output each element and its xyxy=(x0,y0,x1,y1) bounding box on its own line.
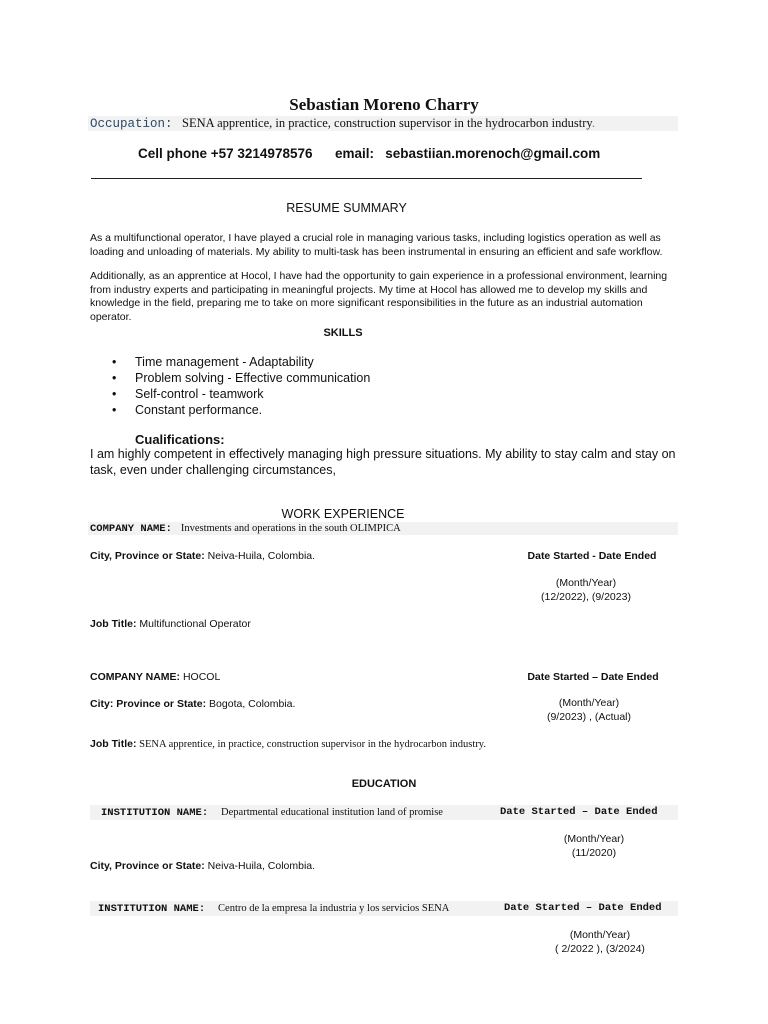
city-label: City: Province or State: xyxy=(90,698,207,710)
job-title-label: Job Title: xyxy=(90,738,137,750)
job1-company-row xyxy=(88,522,678,535)
job2-date-label: Date Started – Date Ended xyxy=(527,671,659,683)
job1-date-label: Date Started - Date Ended xyxy=(527,550,657,562)
edu2-date-format: (Month/Year) xyxy=(569,929,631,941)
occupation-line xyxy=(88,116,678,131)
header-divider xyxy=(91,178,642,179)
qualifications-heading: Cualifications: xyxy=(135,432,225,447)
edu1-date-format: (Month/Year) xyxy=(563,833,625,845)
company-label: COMPANY NAME: xyxy=(90,671,181,683)
city-label: City, Province or State: xyxy=(90,860,205,872)
institution-value: Departmental educational institution land of promise xyxy=(221,807,443,818)
city-value: Neiva-Huila, Colombia. xyxy=(204,860,316,872)
job2-title xyxy=(90,738,486,750)
summary-paragraph-1: As a multifunctional operator, I have played a crucial role in managing various tasks, including logistics operation as well as loading and unloading of materials. My ability to multi-task has been instrumental in ensuring an efficient and safe workflow. xyxy=(90,232,663,258)
job-title-value: Multifunctional Operator xyxy=(136,618,251,630)
skills-list xyxy=(90,354,370,418)
job2-date-format: (Month/Year) xyxy=(558,697,620,709)
edu1-dates: (11/2020) xyxy=(571,847,617,859)
edu2-dates: ( 2/2022 ), (3/2024) xyxy=(555,943,645,955)
skill-item: • Constant performance. xyxy=(90,402,370,418)
edu1-date-label: Date Started – Date Ended xyxy=(500,806,658,818)
job2-company xyxy=(90,671,220,683)
job-title-label: Job Title: xyxy=(90,618,137,630)
job-title-value: SENA apprentice, in practice, construction supervisor in the hydrocarbon industry. xyxy=(136,739,487,750)
occupation-label: Occupation: xyxy=(90,117,173,131)
job1-dates: (12/2022), (9/2023) xyxy=(541,591,631,603)
job1-date-format: (Month/Year) xyxy=(555,577,617,589)
company-value: Investments and operations in the south OLIMPICA xyxy=(180,523,401,534)
skill-item: • Problem solving - Effective communication xyxy=(90,370,370,386)
city-value: Bogota, Colombia. xyxy=(206,698,296,710)
skill-item: • Time management - Adaptability xyxy=(90,354,370,370)
skills-heading: SKILLS xyxy=(323,327,363,339)
company-value: HOCOL xyxy=(180,671,221,683)
job1-city xyxy=(90,550,315,562)
institution-label: INSTITUTION NAME: xyxy=(101,807,209,819)
institution-value: Centro de la empresa la industria y los servicios SENA xyxy=(218,903,450,914)
job2-city xyxy=(90,698,295,710)
city-value: Neiva-Huila, Colombia. xyxy=(204,550,316,562)
edu1-city xyxy=(90,860,315,872)
institution-label: INSTITUTION NAME: xyxy=(98,903,206,915)
candidate-name: Sebastian Moreno Charry xyxy=(289,95,479,114)
qualifications-text: I am highly competent in effectively managing high pressure situations. My ability to stay calm and stay on task, even under challenging circumstances, xyxy=(90,447,676,477)
education-heading: EDUCATION xyxy=(351,778,417,790)
summary-heading: RESUME SUMMARY xyxy=(286,201,407,215)
occupation-period: . xyxy=(591,116,595,130)
company-label: COMPANY NAME: xyxy=(90,523,172,535)
edu2-date-label: Date Started – Date Ended xyxy=(504,902,662,914)
occupation-value: SENA apprentice, in practice, construction supervisor in the hydrocarbon industry xyxy=(182,116,592,130)
work-heading: WORK EXPERIENCE xyxy=(281,507,405,521)
job1-title xyxy=(90,618,251,630)
skill-item: • Self-control - teamwork xyxy=(90,386,370,402)
summary-paragraph-2: Additionally, as an apprentice at Hocol, I have had the opportunity to gain experience in a professional environment, learning from industry experts and participating in meaningful projects. My time at Hocol has allowed me to develop my skills and knowledge in the field, preparing me to take on more significant responsibilities in the future as an industrial automation operator. xyxy=(90,270,668,323)
contact-line: Cell phone +57 3214978576 email: sebastiian.morenoch@gmail.com xyxy=(138,146,601,161)
job2-dates: (9/2023) , (Actual) xyxy=(546,711,632,723)
city-label: City, Province or State: xyxy=(90,550,205,562)
